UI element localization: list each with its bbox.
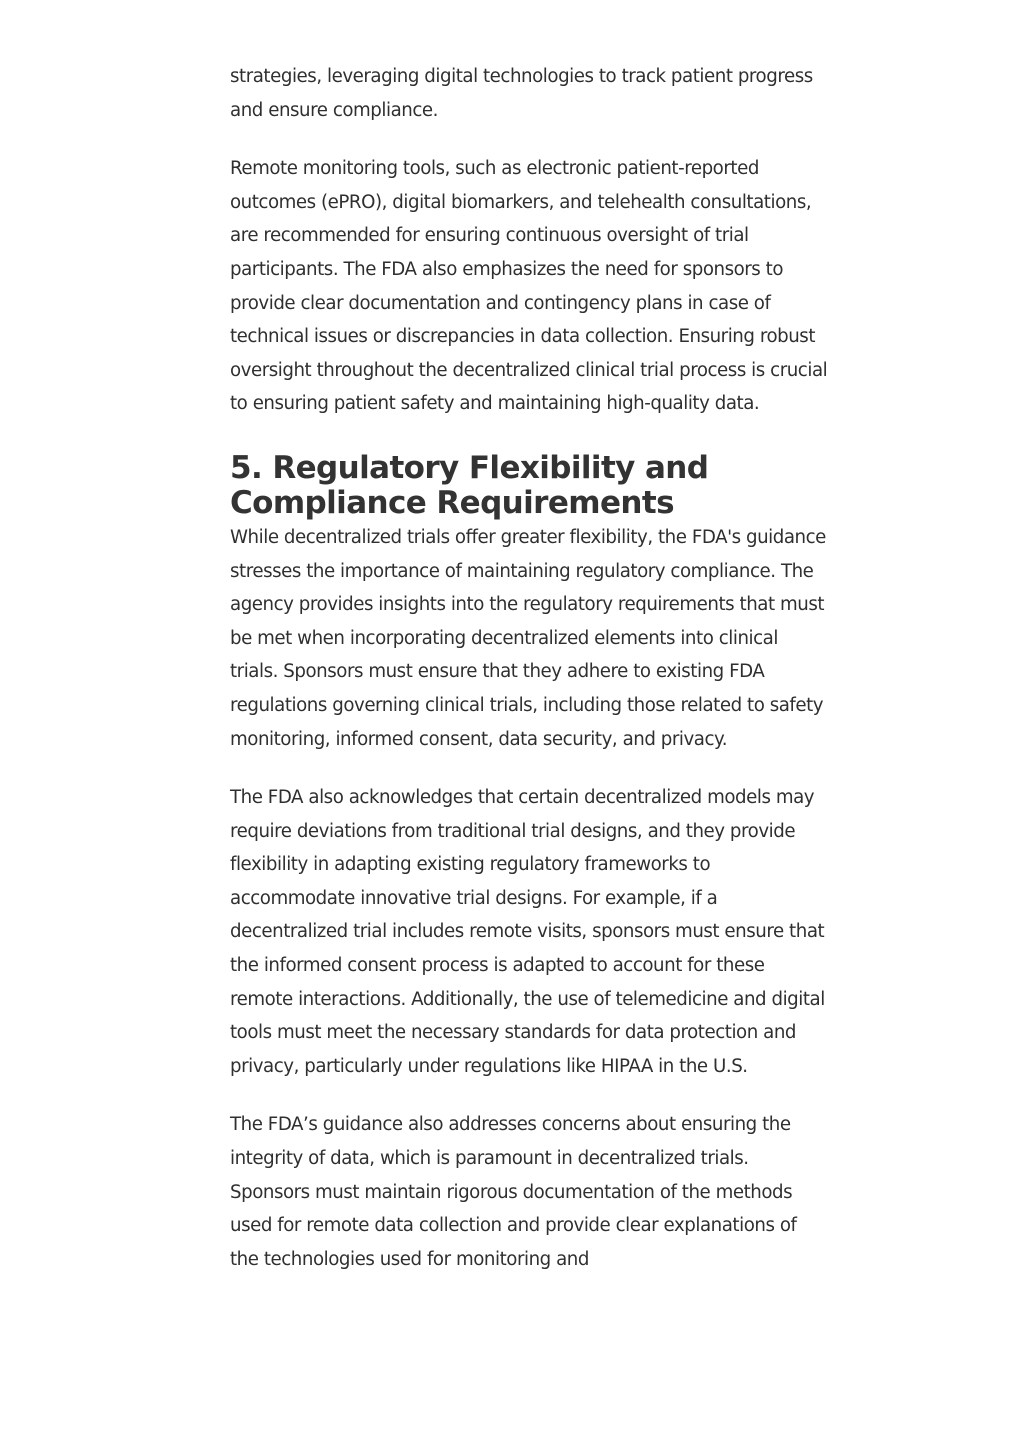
paragraph-data-integrity: The FDA’s guidance also addresses concerns about ensuring the integrity of data, which is paramount in decentralized trials. Sponsors must maintain rigorous documentation of the methods used for remote data collection and provide clear explanations of the technologies used for monitoring and	[230, 1114, 797, 1270]
paragraph-remote-monitoring: Remote monitoring tools, such as electronic patient-reported outcomes (ePRO), digital biomarkers, and telehealth consultations, are recommended for ensuring continuous oversight of trial participants. The FDA also emphasizes the need for sponsors to provide clear documentation and contingency plans in case of technical issues or discrepancies in data collection. Ensuring robust oversight throughout the decentralized clinical trial process is crucial to ensuring patient safety and maintaining high-quality data.	[230, 158, 828, 415]
article-body	[230, 60, 830, 1301]
section-heading-regulatory-flexibility: 5. Regulatory Flexibility and Compliance Requirements	[230, 449, 709, 521]
paragraph-regulatory-compliance: While decentralized trials offer greater flexibility, the FDA's guidance stresses the importance of maintaining regulatory compliance. The agency provides insights into the regulatory requirements that must be met when incorporating decentralized elements into clinical trials. Sponsors must ensure that they adhere to existing FDA regulations governing clinical trials, including those related to safety monitoring, informed consent, data security, and privacy.	[230, 526, 826, 750]
paragraph-decentralized-models: The FDA also acknowledges that certain decentralized models may require deviations from traditional trial designs, and they provide flexibility in adapting existing regulatory frameworks to accommodate innovative trial designs. For example, if a decentralized trial includes remote visits, sponsors must ensure that the informed consent process is adapted to account for these remote interactions. Additionally, the use of telemedicine and digital tools must meet the necessary standards for data protection and privacy, particularly under regulations like HIPAA in the U.S.	[230, 787, 825, 1077]
paragraph-progress-compliance: strategies, leveraging digital technologies to track patient progress and ensure compliance.	[230, 66, 813, 121]
